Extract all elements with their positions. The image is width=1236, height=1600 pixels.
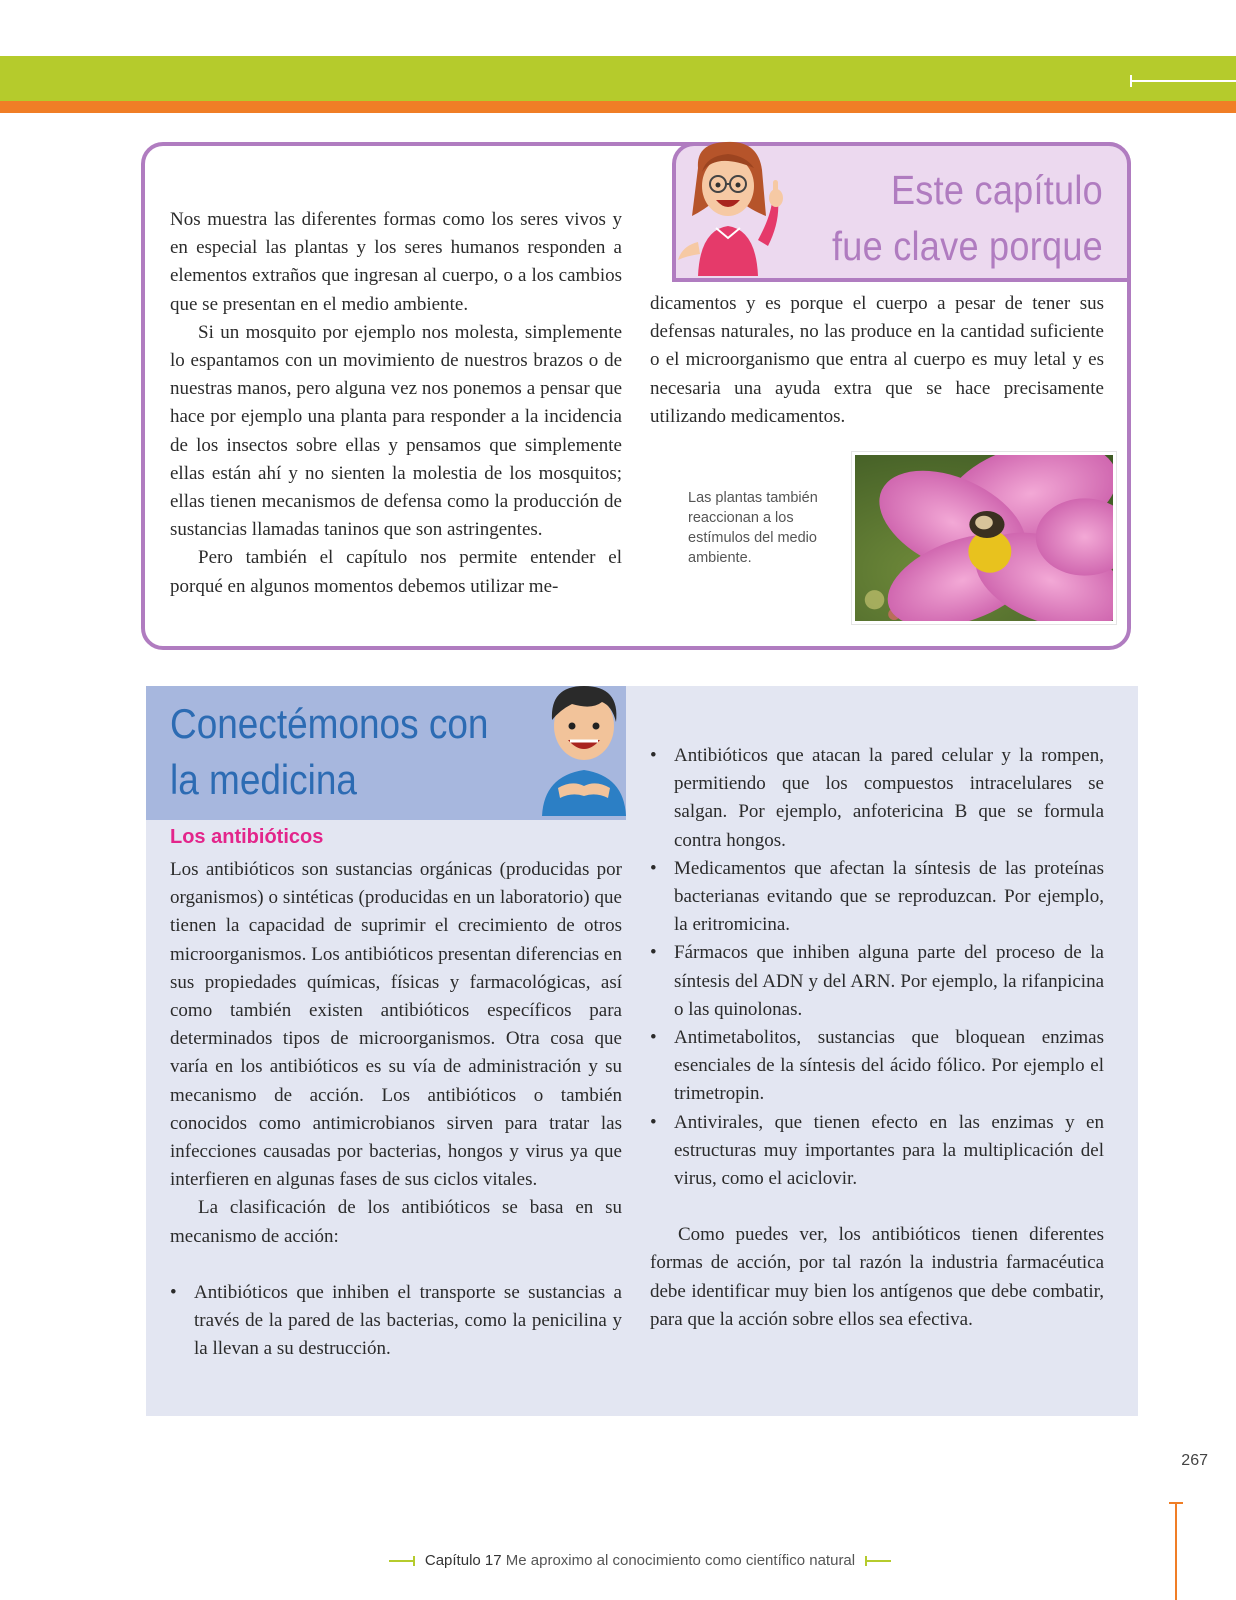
- footer-chapter-title: Me aproximo al conocimiento como científico natural: [505, 1552, 856, 1569]
- medicine-paragraph: La clasificación de los antibióticos se basa en su mecanismo de acción:: [170, 1197, 622, 1247]
- chapter-summary-paragraph: Nos muestra las diferentes formas como los seres vivos y en especial las plantas y los seres humanos responden a elementos extraños que ingresan al cuerpo, o a los cambios que se presentan en el medio ambiente.: [170, 209, 622, 315]
- header-green-bar: [0, 56, 1236, 101]
- antibiotics-list-right: [650, 742, 1104, 1193]
- boy-character-icon: [528, 676, 640, 816]
- chapter-summary-left-column: [170, 206, 622, 601]
- chapter-summary-right-column: [650, 290, 1104, 431]
- flower-photo-icon: [852, 452, 1116, 624]
- medicine-title-line2: la medicina: [170, 756, 357, 803]
- medicine-paragraph: Los antibióticos son sustancias orgánicas (producidas por organismos) o sintéticas (producidas en un laboratorio) que tienen la capacidad de suprimir el crecimiento de otros microorganismos. Los antibióticos presentan diferencias en sus propiedades químicas, físicas y farmacológicas, así como también existen antibióticos específicos para determinados tipos de microorganismos. Otra cosa que varía en los antibióticos es su vía de administración y su mecanismo de acción. Los antibióticos o también conocidos como antimicrobianos sirven para tratar las infecciones causadas por bacterias, hongos y virus ya que interfieren en algunas fases de sus ciclos vitales.: [170, 859, 622, 1191]
- chapter-summary-title-line1: Este capítulo: [890, 167, 1103, 213]
- footer-chapter-label: Capítulo 17: [424, 1552, 502, 1569]
- list-item: • Medicamentos que afectan la síntesis de las proteínas bacterianas evitando que se reproduzcan. Por ejemplo, la eritromicina.: [650, 855, 1104, 940]
- medicine-left-column: [170, 856, 622, 1363]
- list-item: • Antivirales, que tienen efecto en las enzimas y en estructuras muy importantes para la multiplicación del virus, como el aciclovir.: [650, 1109, 1104, 1194]
- medicine-right-column: [650, 742, 1104, 1334]
- footer-deco-right: [865, 1560, 891, 1562]
- chapter-summary-paragraph: Si un mosquito por ejemplo nos molesta, simplemente lo espantamos con un movimiento de nuestros brazos o de nuestras manos, pero alguna vez nos ponemos a pensar que hace por ejemplo una planta para responder a la incidencia de los insectos sobre ellas y pensamos que simplemente ellas están ahí y no sienten la molestia de los mosquitos; ellas tienen mecanismos de defensa como la producción de sustancias llamadas taninos que son astringentes.: [170, 321, 622, 541]
- chapter-footer: [360, 1552, 920, 1569]
- chapter-summary-title: [786, 162, 1103, 274]
- medicine-paragraph: Como puedes ver, los antibióticos tienen diferentes formas de acción, por tal razón la industria farmacéutica debe identificar muy bien los antígenos que debe combatir, para que la acción sobre ellos sea efectiva.: [650, 1224, 1104, 1330]
- header-tick-mark: [1130, 80, 1236, 82]
- antibiotics-list-left: [170, 1279, 622, 1364]
- footer-deco-left: [389, 1560, 415, 1562]
- antibiotics-subtitle: Los antibióticos: [170, 826, 324, 848]
- footer-side-line: [1175, 1502, 1177, 1600]
- page-number: 267: [1181, 1452, 1208, 1469]
- list-item: • Antibióticos que atacan la pared celular y la rompen, permitiendo que los compuestos intracelulares se salgan. Por ejemplo, anfotericina B que se formula contra hongos.: [650, 742, 1104, 855]
- medicine-section-title: [170, 696, 504, 808]
- medicine-title-line1: Conectémonos con: [170, 700, 489, 747]
- girl-character-icon: [676, 138, 796, 278]
- chapter-summary-paragraph: dicamentos y es porque el cuerpo a pesar de tener sus defensas naturales, no las produce en la cantidad suficiente o el microorganismo que entra al cuerpo es muy letal y es necesaria una ayuda extra que se hace precisamente utilizando medicamentos.: [650, 293, 1104, 427]
- list-item: • Fármacos que inhiben alguna parte del proceso de la síntesis del ADN y del ARN. Por ejemplo, la rifanpicina o las quinolonas.: [650, 939, 1104, 1024]
- flower-image-caption: Las plantas también reaccionan a los estímulos del medio ambiente.: [688, 490, 818, 566]
- list-item: • Antimetabolitos, sustancias que bloquean enzimas esenciales de la síntesis del ácido fólico. Por ejemplo el trimetropin.: [650, 1024, 1104, 1109]
- header-orange-bar: [0, 101, 1236, 113]
- list-item: • Antibióticos que inhiben el transporte se sustancias a través de la pared de las bacterias, como la penicilina y la llevan a su destrucción.: [170, 1279, 622, 1364]
- chapter-summary-paragraph: Pero también el capítulo nos permite entender el porqué en algunos momentos debemos utilizar me-: [170, 547, 622, 597]
- chapter-summary-title-line2: fue clave porque: [831, 223, 1103, 269]
